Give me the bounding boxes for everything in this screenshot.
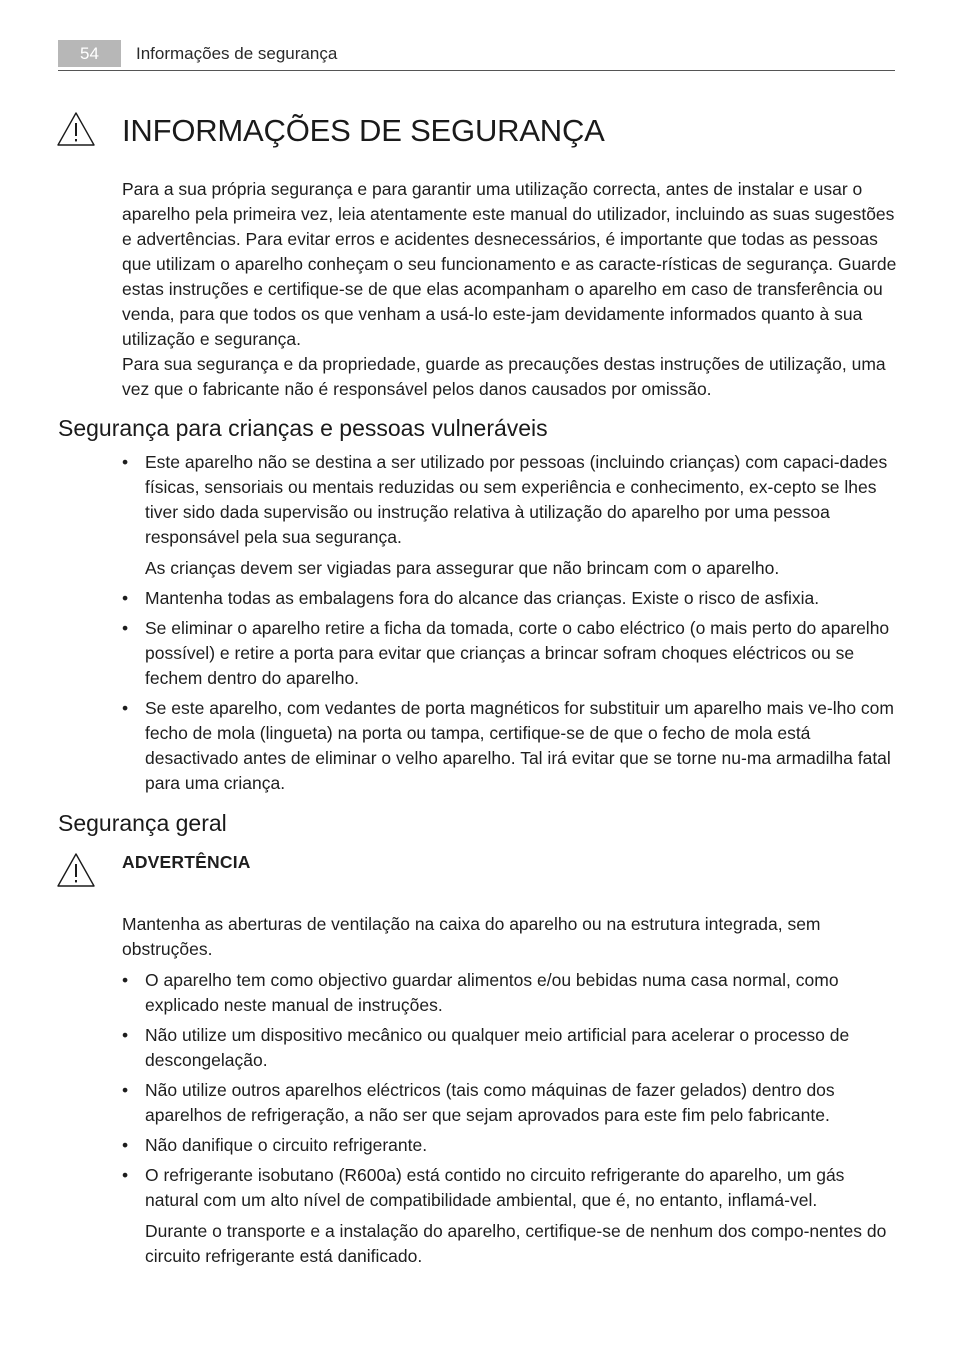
- page-header: [58, 40, 895, 71]
- general-safety-list: [122, 968, 897, 1274]
- list-item: [122, 1023, 897, 1073]
- list-item-text: Não danifique o circuito refrigerante.: [145, 1135, 428, 1155]
- bullet: •: [122, 970, 129, 990]
- warning-triangle-icon: [56, 852, 96, 888]
- warning-text: Mantenha as aberturas de ventilação na caixa do aparelho ou na estrutura integrada, sem obstruções.: [122, 914, 821, 959]
- intro-text: [122, 177, 897, 402]
- intro-paragraph: Para a sua própria segurança e para garantir uma utilização correcta, antes de instalar e usar o aparelho pela primeira vez, leia atentamente este manual do utilizador, incluindo as suas sugestões e advertências. Para evitar erros e acidentes desnecessários, é importante que todas as pessoas que utilizam o aparelho conheçam o seu funcionamento e as caracte-rísticas de segurança. Guarde estas instruções e certifique-se de que elas acompanham o aparelho em caso de transferência ou venda, para que todos os que venham a usá-lo este-jam devidamente informados quanto à sua utilização e segurança.: [122, 179, 897, 349]
- bullet: •: [122, 1165, 129, 1185]
- list-item-text: O aparelho tem como objectivo guardar alimentos e/ou bebidas numa casa normal, como explicado neste manual de instruções.: [145, 970, 839, 1015]
- list-item-text: Se eliminar o aparelho retire a ficha da tomada, corte o cabo eléctrico (o mais perto do aparelho possível) e retire a porta para evitar que crianças a brincar sofram choques eléctricos ou se fechem dentro do aparelho.: [145, 618, 890, 688]
- warning-label: ADVERTÊNCIA: [122, 852, 251, 872]
- list-item-text: Mantenha todas as embalagens fora do alcance das crianças. Existe o risco de asfixia.: [145, 588, 820, 608]
- bullet: •: [122, 1135, 129, 1155]
- list-item: [122, 1078, 897, 1128]
- warning-triangle-icon: [56, 111, 96, 147]
- list-item-text: Não utilize outros aparelhos eléctricos (tais como máquinas de fazer gelados) dentro dos aparelhos de refrigeração, a não ser que sejam aprovados para este fim pelo fabricante.: [145, 1080, 835, 1125]
- list-item-subtext: Durante o transporte e a instalação do aparelho, certifique-se de nenhum dos compo-nentes do circuito refrigerante está danificado.: [145, 1221, 887, 1266]
- page-title: INFORMAÇÕES DE SEGURANÇA: [122, 113, 605, 148]
- bullet: •: [122, 1025, 129, 1045]
- list-item: [122, 450, 897, 581]
- bullet: •: [122, 618, 129, 638]
- list-item-text: Este aparelho não se destina a ser utilizado por pessoas (incluindo crianças) com capaci-dades físicas, sensoriais ou mentais reduzidas ou sem experiência e conhecimento, ex-cepto se lhes tiver sido dada supervisão ou instrução relativa à utilização do aparelho por uma pessoa responsável pela sua segurança.: [145, 452, 888, 547]
- bullet: •: [122, 1080, 129, 1100]
- list-item: [122, 968, 897, 1018]
- children-safety-list: [122, 450, 897, 801]
- section-heading-general-safety: Segurança geral: [58, 810, 227, 836]
- running-title: Informações de segurança: [136, 44, 338, 63]
- bullet: •: [122, 452, 129, 472]
- bullet: •: [122, 588, 129, 608]
- list-item: [122, 586, 897, 611]
- list-item: [122, 616, 897, 691]
- list-item-subtext: As crianças devem ser vigiadas para assegurar que não brincam com o aparelho.: [145, 558, 780, 578]
- section-heading-children-safety: Segurança para crianças e pessoas vulneráveis: [58, 415, 548, 441]
- list-item: [122, 1133, 897, 1158]
- intro-paragraph: Para sua segurança e da propriedade, guarde as precauções destas instruções de utilização, uma vez que o fabricante não é responsável pelos danos causados por omissão.: [122, 354, 886, 399]
- list-item-text: Não utilize um dispositivo mecânico ou qualquer meio artificial para acelerar o processo de descongelação.: [145, 1025, 850, 1070]
- list-item: [122, 696, 897, 796]
- list-item-text: O refrigerante isobutano (R600a) está contido no circuito refrigerante do aparelho, um gás natural com um alto nível de compatibilidade ambiental, que é, no entanto, inflamá-vel.: [145, 1165, 845, 1210]
- bullet: •: [122, 698, 129, 718]
- page-number: 54: [58, 40, 121, 67]
- list-item: [122, 1163, 897, 1269]
- list-item-text: Se este aparelho, com vedantes de porta magnéticos for substituir um aparelho mais ve-lho com fecho de mola (lingueta) na porta ou tampa, certifique-se de que o fecho de mola está desactivado antes de eliminar o velho aparelho. Tal irá evitar que se torne nu-ma armadilha fatal para uma criança.: [145, 698, 894, 793]
